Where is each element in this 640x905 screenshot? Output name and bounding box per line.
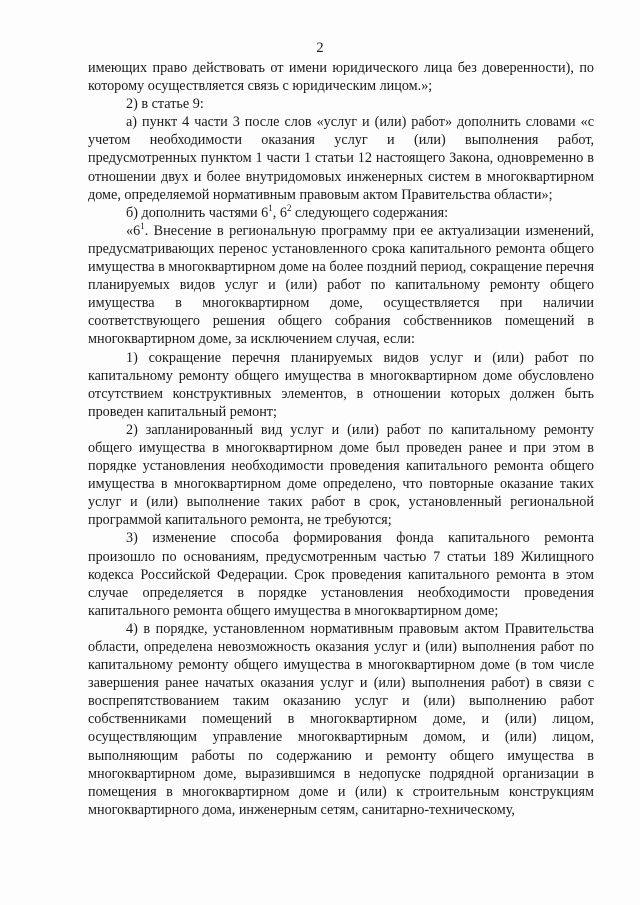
- superscript: 2: [286, 202, 292, 213]
- superscript: 1: [268, 202, 273, 213]
- paragraph-p8: [88, 529, 594, 619]
- paragraph-text: 2) в статье 9:: [126, 96, 204, 113]
- paragraph-text: 4) в порядке, установленном нормативным правовым актом Правительства области, определена невозможность оказания услуг и (или) выполнения работ по капитальному ремонту общего имущества в многоквартирном доме (в том числе завершения ранее начатых оказания услуг и (или) выполнения работ) в связи с воспрепятствованием таким оказанию услуг и (или) выполнению работ собственниками помещений в многоквартирном доме, и (или) лицом, осуществляющим управление многоквартирным домом, и (или) лицом, выполняющим работы по содержанию и ремонту общего имущества в многоквартирном доме, выразившимся в недопуске подрядной организации в помещения в многоквартирном доме и (или) к строительным конструкциям многоквартирного дома, инженерным сетям, санитарно-техническому,: [88, 620, 594, 818]
- paragraph-p6: [88, 349, 594, 421]
- paragraph-text: б) дополнить частями 6: [126, 204, 269, 221]
- paragraph-text: а) пункт 4 части 3 после слов «услуг и (или) работ» дополнить словами «с учетом необходимости оказания услуг и (или) выполнения работ, предусмотренных пунктом 1 части 1 статьи 12 настоящего Закона, одновременно в отношении двух и более внутридомовых инженерных систем в многоквартирном доме, определяемой нормативным правовым актом Правительства области»;: [88, 114, 594, 203]
- paragraph-text: 2) запланированный вид услуг и (или) работ по капитальному ремонту общего имущества в многоквартирном доме был проведен ранее и при этом в порядке установления необходимости проведения капитального ремонта общего имущества в многоквартирном доме определено, что повторные оказание таких услуг и (или) выполнение таких работ в срок, установленный региональной программой капитального ремонта, не требуются;: [88, 421, 594, 529]
- paragraph-text: 3) изменение способа формирования фонда капитального ремонта произошло по основаниям, предусмотренным частью 7 статьи 189 Жилищного кодекса Российской Федерации. Срок проведения капитального ремонта в этом случае определяется в порядке установления необходимости проведения капитального ремонта общего имущества в многоквартирном доме;: [88, 530, 594, 619]
- paragraph-p5: [88, 222, 594, 349]
- paragraph-p1: [88, 59, 594, 95]
- document-body: [88, 59, 594, 819]
- paragraph-text: следующего содержания:: [291, 204, 449, 221]
- paragraph-text: имеющих право действовать от имени юридического лица без доверенности), по которому осуществляется связь с юридическим лицом.»;: [88, 60, 594, 95]
- paragraph-p7: [88, 421, 594, 530]
- superscript: 1: [140, 220, 145, 231]
- paragraph-p9: [88, 620, 594, 819]
- paragraph-text: . Внесение в региональную программу при ее актуализации изменений, предусматривающих перенос установленного срока капитального ремонта общего имущества в многоквартирном доме на более поздний период, сокращение перечня планируемых видов услуг и (или) работ по капитальному ремонту общего имущества в многоквартирном доме, осуществляется при наличии соответствующего решения общего собрания собственников помещений в многоквартирном доме, за исключением случая, если:: [88, 222, 594, 348]
- paragraph-p2: [88, 95, 594, 113]
- paragraph-text: 1) сокращение перечня планируемых видов услуг и (или) работ по капитальному ремонту общего имущества в многоквартирном доме обусловлено отсутствием конструктивных элементов, в отношении которых должен быть проведен капитальный ремонт;: [88, 349, 594, 420]
- paragraph-p3: [88, 113, 594, 203]
- paragraph-text: «6: [126, 222, 141, 239]
- page-number: 2: [316, 40, 324, 56]
- paragraph-text: , 6: [272, 204, 287, 221]
- paragraph-p4: [88, 204, 594, 222]
